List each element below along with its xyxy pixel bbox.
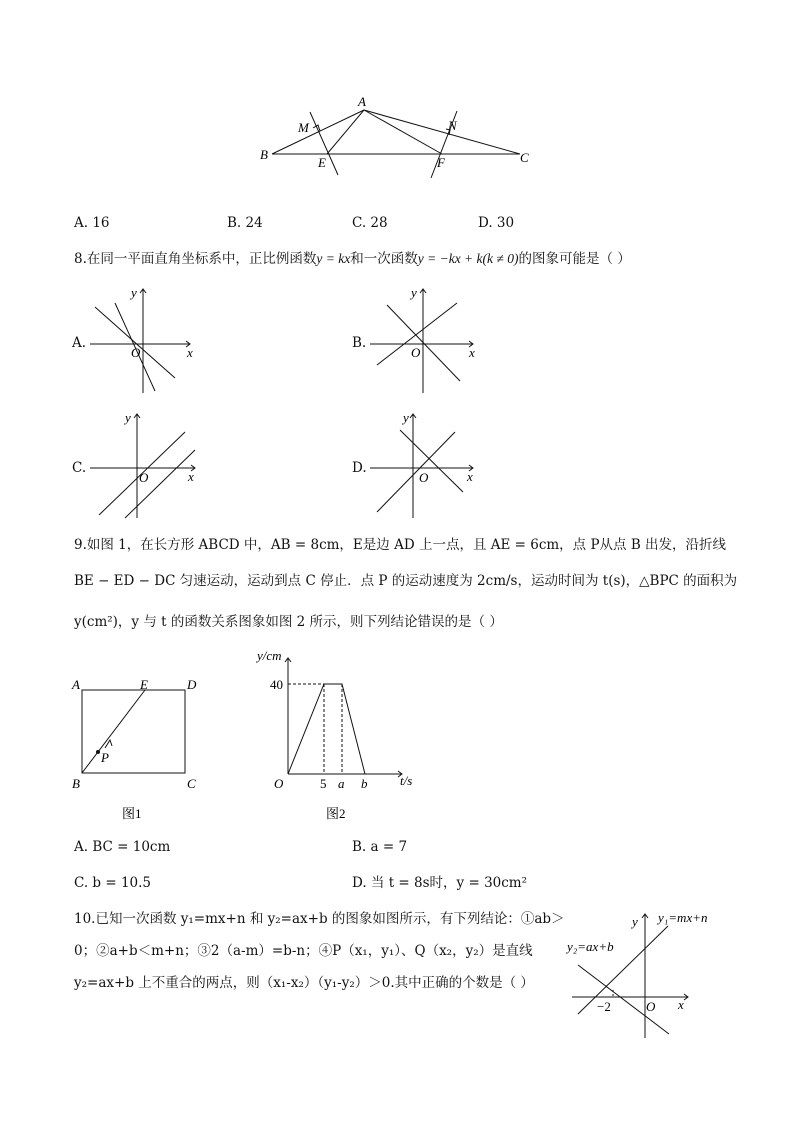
q8-option-a-label: A. <box>72 335 87 351</box>
q9-line3: y(cm²)，y 与 t 的函数关系图象如图 2 所示，则下列结论错误的是（ ） <box>74 614 503 630</box>
q9-line1: 9.如图 1，在长方形 ABCD 中，AB = 8cm，E是边 AD 上一点，且 AE = 6cm，点 P从点 B 出发，沿折线 <box>74 537 727 553</box>
q8c-x: x <box>188 469 194 484</box>
q10-line3: y₂=ax+b 上不重合的两点，则（x₁-x₂）（y₁-y₂）＞0.其中正确的个数是（ ） <box>74 975 534 991</box>
q8-cond: (k ≠ 0) <box>482 251 519 266</box>
fig1-C: C <box>187 776 196 791</box>
fig2-caption: 图2 <box>326 806 346 821</box>
q8c-y: y <box>125 410 131 425</box>
q8d-x: x <box>467 469 473 484</box>
fig1-B: B <box>72 776 80 791</box>
q8a-y: y <box>131 285 137 300</box>
fig2-t5: 5 <box>320 776 327 791</box>
q10-y: y <box>632 914 638 929</box>
q8-graph-b <box>365 285 485 395</box>
q8c-o: O <box>139 470 149 485</box>
q9-figure-2 <box>252 646 432 826</box>
q7-option-b: B. 24 <box>227 215 263 231</box>
q8-graph-d <box>365 410 485 520</box>
q8-suffix: 的图象可能是（ ） <box>518 251 631 267</box>
fig2-ylabel: y/cm <box>257 648 282 663</box>
q8-prefix: 8.在同一平面直角坐标系中，正比例函数 <box>74 251 317 267</box>
q7-option-d: D. 30 <box>478 215 515 231</box>
label-B: B <box>260 147 268 162</box>
q8-stem <box>74 250 631 268</box>
q8a-x: x <box>187 345 193 360</box>
label-M: M <box>298 120 309 135</box>
label-A: A <box>358 94 366 109</box>
q8-graph-c <box>87 410 207 520</box>
q10-line2: 0；②a+b＜m+n；③2（a-m）=b-n；④P（x₁，y₁）、Q（x₂，y₂）是直线 <box>74 943 533 959</box>
q10-x: x <box>678 997 684 1012</box>
q9-figure-1 <box>68 672 218 842</box>
fig2-xlabel: t/s <box>400 773 413 788</box>
label-E: E <box>318 155 326 170</box>
q8-option-b-label: B. <box>352 335 367 351</box>
q8-option-c-label: C. <box>72 460 87 476</box>
triangle-figure <box>0 0 794 200</box>
q8-expr2: y = −kx + k <box>417 251 483 266</box>
q10-line1: 10.已知一次函数 y₁=mx+n 和 y₂=ax+b 的图象如图所示，有下列结论：①ab＞ <box>74 911 565 927</box>
fig2-tb: b <box>361 776 368 791</box>
label-C: C <box>520 150 529 165</box>
fig1-P: P <box>101 750 109 765</box>
q8d-o: O <box>419 470 429 485</box>
q8-expr1: y = kx <box>316 251 351 266</box>
q8-mid: 和一次函数 <box>350 251 418 267</box>
label-N: N <box>448 118 457 133</box>
q8-graph-a <box>85 285 205 395</box>
q8-option-d-label: D. <box>352 460 367 476</box>
q9-option-d: D. 当 t = 8s时，y = 30cm² <box>352 875 528 891</box>
q7-option-c: C. 28 <box>352 215 388 231</box>
q10-neg2: −2 <box>597 999 611 1014</box>
fig1-E: E <box>140 677 148 692</box>
fig2-y40: 40 <box>270 677 283 692</box>
q8a-o: O <box>131 345 141 360</box>
q10-o: O <box>646 999 656 1014</box>
q10-graph <box>566 910 736 1040</box>
fig2-ta: a <box>338 776 345 791</box>
q8b-y: y <box>411 285 417 300</box>
q10-l1: y₁=mx+n <box>658 910 708 925</box>
q9-option-a: A. BC = 10cm <box>74 839 171 855</box>
fig2-O: O <box>274 776 284 791</box>
q8b-x: x <box>469 345 475 360</box>
fig1-caption: 图1 <box>122 806 142 821</box>
q7-option-a: A. 16 <box>74 215 110 231</box>
fig1-A: A <box>72 677 80 692</box>
fig1-D: D <box>187 677 197 692</box>
q10-l2: y₂=ax+b <box>567 939 614 954</box>
q9-line2: BE − ED − DC 匀速运动，运动到点 C 停止．点 P 的运动速度为 2cm/s，运动时间为 t(s)，△BPC 的面积为 <box>74 573 738 589</box>
q9-option-c: C. b = 10.5 <box>74 875 152 891</box>
q9-option-b: B. a = 7 <box>352 839 408 855</box>
q8d-y: y <box>403 410 409 425</box>
label-F: F <box>437 155 445 170</box>
q8b-o: O <box>411 345 421 360</box>
